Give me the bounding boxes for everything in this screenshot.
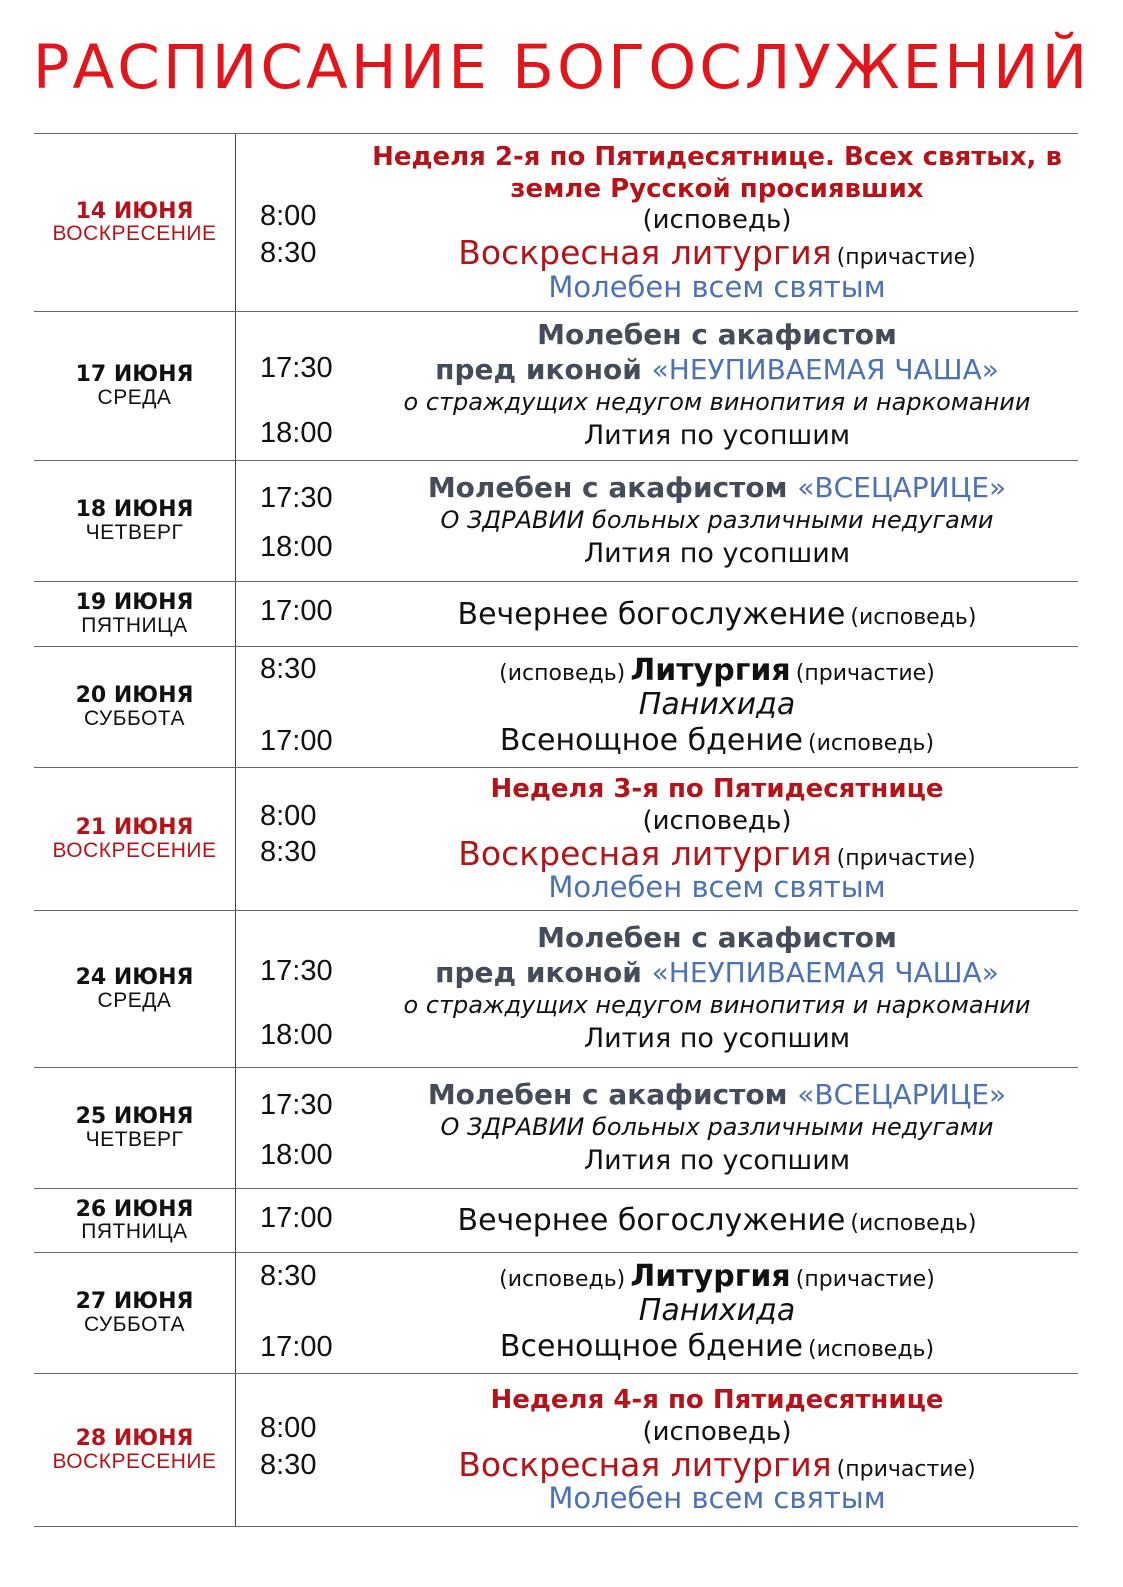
feast-title: Неделя 4-я по Пятидесятнице [490,1385,944,1416]
weekday: СУББОТА [83,1312,186,1336]
communion-note: (причастие) [795,1266,935,1292]
table-row [34,1189,1078,1253]
vespers-title: Вечернее богослужение [457,1203,846,1238]
time-cell [236,312,356,460]
service-time: 18:00 [260,531,333,563]
service-cell [356,768,1078,910]
communion-note: (причастие) [836,244,976,270]
weekday: ВОСКРЕСЕНИЕ [52,1449,217,1473]
akathist-title: Молебен с акафистом [427,470,788,504]
confession-note: (исповедь) [499,1266,626,1292]
confession-note: (исповедь) [642,1416,792,1447]
date: 17 ИЮНЯ [75,362,194,388]
communion-note: (причастие) [795,660,935,686]
service-time: 8:30 [260,836,317,868]
feast-title: Неделя 3-я по Пятидесятнице [490,774,944,805]
service-time: 8:00 [260,800,317,832]
liturgy-title: Воскресная литургия [458,833,832,873]
intention-note: О ЗДРАВИИ больных различными недугами [440,505,994,534]
page-title: РАСПИСАНИЕ БОГОСЛУЖЕНИЙ [32,32,1091,103]
date: 27 ИЮНЯ [75,1289,194,1315]
service-time: 8:30 [260,237,317,269]
date: 21 ИЮНЯ [75,815,194,841]
litiya-title: Лития по усопшим [583,1144,851,1176]
moleben-title: Молебен всем святым [548,269,886,304]
time-cell [236,647,356,767]
moleben-title: Молебен всем святым [548,1481,886,1516]
litiya-title: Лития по усопшим [583,420,851,452]
table-row [34,312,1078,461]
intention-note: о страждущих недугом винопития и наркомании [403,388,1031,417]
date: 18 ИЮНЯ [75,497,194,523]
date-cell [34,582,236,646]
service-cell [356,1253,1078,1373]
date: 25 ИЮНЯ [75,1104,194,1130]
weekday: ВОСКРЕСЕНИЕ [52,838,217,862]
service-cell [356,461,1078,581]
panikhida-title: Панихида [638,1292,796,1328]
table-row [34,647,1078,768]
confession-note: (исповедь) [850,1211,977,1236]
liturgy-title: Воскресная литургия [458,1444,832,1484]
liturgy-title: Воскресная литургия [458,232,832,272]
icon-name: «НЕУПИВАЕМАЯ ЧАША» [651,956,999,990]
confession-note: (исповедь) [850,604,977,630]
date: 26 ИЮНЯ [75,1196,194,1222]
table-row [34,1374,1078,1527]
time-cell [236,1068,356,1188]
table-row [34,911,1078,1068]
date-cell [34,134,236,311]
weekday: ЧЕТВЕРГ [85,520,184,544]
service-time: 17:30 [260,352,333,384]
date-cell [34,647,236,767]
service-time: 8:30 [260,1260,317,1292]
intention-note: О ЗДРАВИИ больных различными недугами [440,1112,994,1141]
table-row [34,1253,1078,1374]
akathist-title: Молебен с акафистом [427,1077,788,1111]
liturgy-title: Литургия [630,652,791,688]
time-cell [236,461,356,581]
table-row [34,134,1078,312]
service-cell [356,134,1078,311]
time-cell [236,134,356,311]
service-time: 18:00 [260,1019,333,1051]
vigil-title: Всенощное бдение [499,1329,803,1365]
feast-title: Неделя 2-я по Пятидесятнице. Всех святых, в земле Русской просиявших [372,141,1062,204]
date: 20 ИЮНЯ [75,683,194,709]
vespers-title: Вечернее богослужение [457,596,846,632]
icon-prefix: пред иконой [435,956,642,990]
date: 14 ИЮНЯ [75,198,194,224]
weekday: СРЕДА [97,385,172,409]
confession-note: (исповедь) [499,660,626,686]
akathist-title: Молебен с акафистом [537,921,897,955]
intention-note: о страждущих недугом винопития и наркомании [403,991,1031,1020]
service-cell [356,582,1078,646]
weekday: СРЕДА [97,988,172,1012]
date: 19 ИЮНЯ [75,590,194,616]
time-cell [236,911,356,1067]
time-cell [236,582,356,646]
weekday: СУББОТА [83,706,186,730]
service-cell [356,647,1078,767]
moleben-title: Молебен всем святым [548,870,886,905]
service-cell [356,1374,1078,1526]
time-cell [236,768,356,910]
icon-name: «ВСЕЦАРИЦЕ» [797,470,1007,504]
confession-note: (исповедь) [808,1337,935,1363]
icon-prefix: пред иконой [435,353,642,387]
date-cell [34,461,236,581]
table-row [34,582,1078,647]
litiya-title: Лития по усопшим [583,537,851,569]
akathist-title: Молебен с акафистом [537,318,897,352]
date-cell [34,1068,236,1188]
date-cell [34,1189,236,1252]
time-cell [236,1189,356,1252]
service-cell [356,1189,1078,1252]
date: 24 ИЮНЯ [75,965,194,991]
service-time: 17:30 [260,955,333,987]
service-time: 17:00 [260,1331,333,1363]
liturgy-title: Литургия [630,1258,791,1294]
service-cell [356,312,1078,460]
communion-note: (причастие) [836,845,976,871]
icon-name: «НЕУПИВАЕМАЯ ЧАША» [651,353,999,387]
service-cell [356,1068,1078,1188]
panikhida-title: Панихида [638,686,796,722]
service-time: 17:00 [260,1202,333,1234]
date: 28 ИЮНЯ [75,1426,194,1452]
service-time: 8:00 [260,1412,317,1444]
time-cell [236,1374,356,1526]
service-time: 8:30 [260,653,317,685]
confession-note: (исповедь) [808,731,935,757]
icon-name: «ВСЕЦАРИЦЕ» [797,1077,1007,1111]
service-time: 17:00 [260,595,333,627]
service-time: 8:30 [260,1449,317,1481]
table-row [34,461,1078,582]
litiya-title: Лития по усопшим [583,1023,851,1055]
table-row [34,768,1078,911]
confession-note: (исповедь) [642,805,792,836]
confession-note: (исповедь) [642,205,792,236]
date-cell [34,911,236,1067]
service-time: 18:00 [260,1139,333,1171]
date-cell [34,1374,236,1526]
date-cell [34,312,236,460]
table-row [34,1068,1078,1189]
service-cell [356,911,1078,1067]
service-time: 17:30 [260,1089,333,1121]
weekday: ПЯТНИЦА [81,613,188,637]
time-cell [236,1253,356,1373]
service-time: 17:00 [260,725,333,757]
service-time: 17:30 [260,482,333,514]
service-time: 8:00 [260,200,317,232]
service-time: 18:00 [260,417,333,449]
weekday: ПЯТНИЦА [81,1220,188,1244]
weekday: ЧЕТВЕРГ [85,1127,184,1151]
date-cell [34,768,236,910]
schedule-table [34,133,1078,1527]
date-cell [34,1253,236,1373]
weekday: ВОСКРЕСЕНИЕ [52,222,217,246]
communion-note: (причастие) [836,1456,976,1482]
vigil-title: Всенощное бдение [499,723,803,759]
